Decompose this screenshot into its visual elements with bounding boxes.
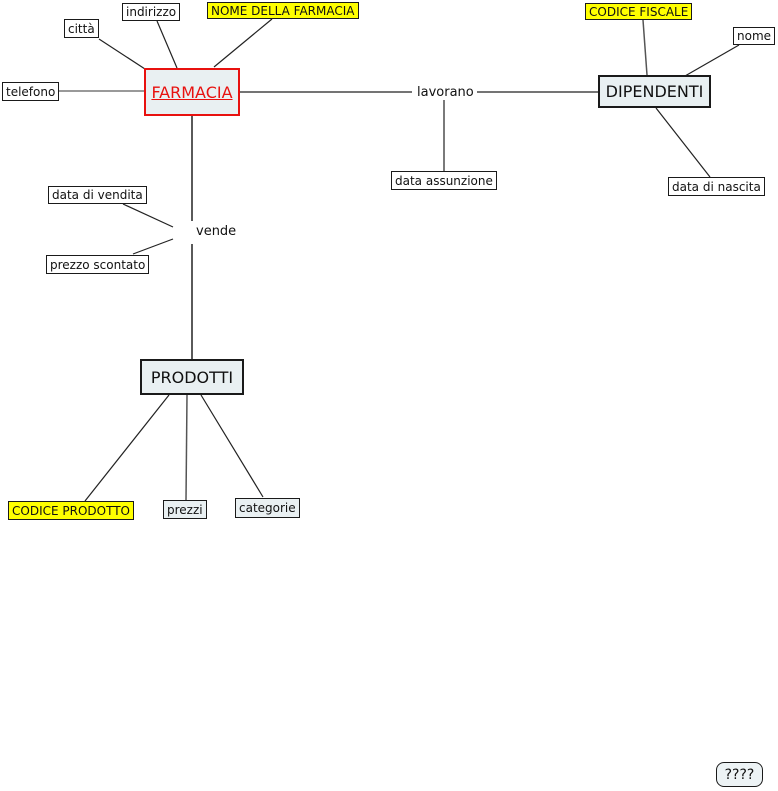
attribute-prezzi[interactable]: prezzi [163,500,207,519]
edge-codicefiscale-dipendenti [643,20,647,75]
entity-farmacia[interactable]: FARMACIA [144,68,240,116]
edge-nomefarmacia-farmacia [214,19,272,67]
edge-datadivendita-vende [123,204,173,227]
edge-prodotti-prezzi [186,395,187,500]
edge-nome-dipendenti [685,45,739,76]
unknown-placeholder-node[interactable]: ???? [716,762,763,787]
attribute-data-assunzione[interactable]: data assunzione [391,171,497,190]
attribute-prezzo-scontato[interactable]: prezzo scontato [46,255,149,274]
relationship-lavorano[interactable]: lavorano [414,85,477,100]
entity-prodotti[interactable]: PRODOTTI [140,359,244,395]
relationship-vende[interactable]: vende [193,224,239,239]
attribute-citta[interactable]: città [64,19,99,38]
edge-prodotti-categorie [201,395,263,497]
attribute-nome[interactable]: nome [733,27,775,45]
attribute-data-di-vendita[interactable]: data di vendita [48,186,147,204]
edge-dipendenti-datanascita [656,108,710,177]
attribute-codice-prodotto[interactable]: CODICE PRODOTTO [8,501,134,520]
edge-prodotti-codiceprodotto [85,395,169,501]
edge-prezzoscontato-vende [133,239,173,254]
attribute-indirizzo[interactable]: indirizzo [122,3,180,21]
attribute-telefono[interactable]: telefono [2,82,59,101]
attribute-nome-della-farmacia[interactable]: NOME DELLA FARMACIA [207,2,359,19]
attribute-data-di-nascita[interactable]: data di nascita [668,177,765,196]
attribute-categorie[interactable]: categorie [235,498,300,518]
edge-citta-farmacia [99,39,145,69]
entity-dipendenti[interactable]: DIPENDENTI [598,75,711,108]
attribute-codice-fiscale[interactable]: CODICE FISCALE [585,3,692,20]
edge-indirizzo-farmacia [157,21,177,68]
